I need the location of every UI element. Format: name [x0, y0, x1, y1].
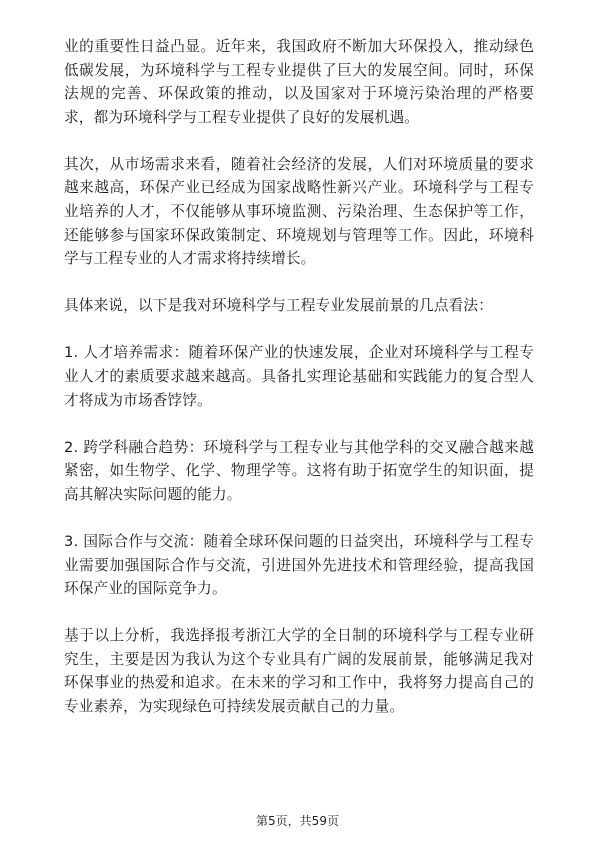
- list-item-international: 3. 国际合作与交流：随着全球环保问题的日益突出，环境科学与工程专业需要加强国际合作与交流，引进国外先进技术和管理经验，提高我国环保产业的国际竞争力。: [64, 533, 534, 598]
- paragraph-continuation: 业的重要性日益凸显。近年来，我国政府不断加大环保投入，推动绿色低碳发展，为环境科学与工程专业提供了巨大的发展空间。同时，环保法规的完善、环保政策的推动，以及国家对于环境污染治理的严格要求，都为环境科学与工程专业提供了良好的发展机遇。: [64, 38, 534, 126]
- list-item-interdisciplinary: 2. 跨学科融合趋势：环境科学与工程专业与其他学科的交叉融合越来越紧密，如生物学、化学、物理学等。这将有助于拓宽学生的知识面，提高其解决实际问题的能力。: [64, 438, 534, 503]
- paragraph-conclusion: 基于以上分析，我选择报考浙江大学的全日制的环境科学与工程专业研究生，主要是因为我认为这个专业具有广阔的发展前景，能够满足我对环保事业的热爱和追求。在未来的学习和工作中，我将努力提高自己的专业素养，为实现绿色可持续发展贡献自己的力量。: [64, 627, 534, 716]
- paragraph-intro-views: 具体来说，以下是我对环境科学与工程专业发展前景的几点看法：: [64, 297, 494, 315]
- paragraph-market-demand: 其次，从市场需求来看，随着社会经济的发展，人们对环境质量的要求越来越高，环保产业已经成为国家战略性新兴产业。环境科学与工程专业培养的人才，不仅能够从事环境监测、污染治理、生态保护等工作，还能够参与国家环保政策制定、环境规划与管理等工作。因此，环境科学与工程专业的人才需求将持续增长。: [64, 155, 534, 268]
- list-item-talent-demand: 1. 人才培养需求：随着环保产业的快速发展，企业对环境科学与工程专业人才的素质要求越来越高。具备扎实理论基础和实践能力的复合型人才将成为市场香饽饽。: [64, 344, 534, 409]
- document-body: [64, 35, 534, 719]
- page-number-footer: 第5页，共59页: [256, 814, 339, 828]
